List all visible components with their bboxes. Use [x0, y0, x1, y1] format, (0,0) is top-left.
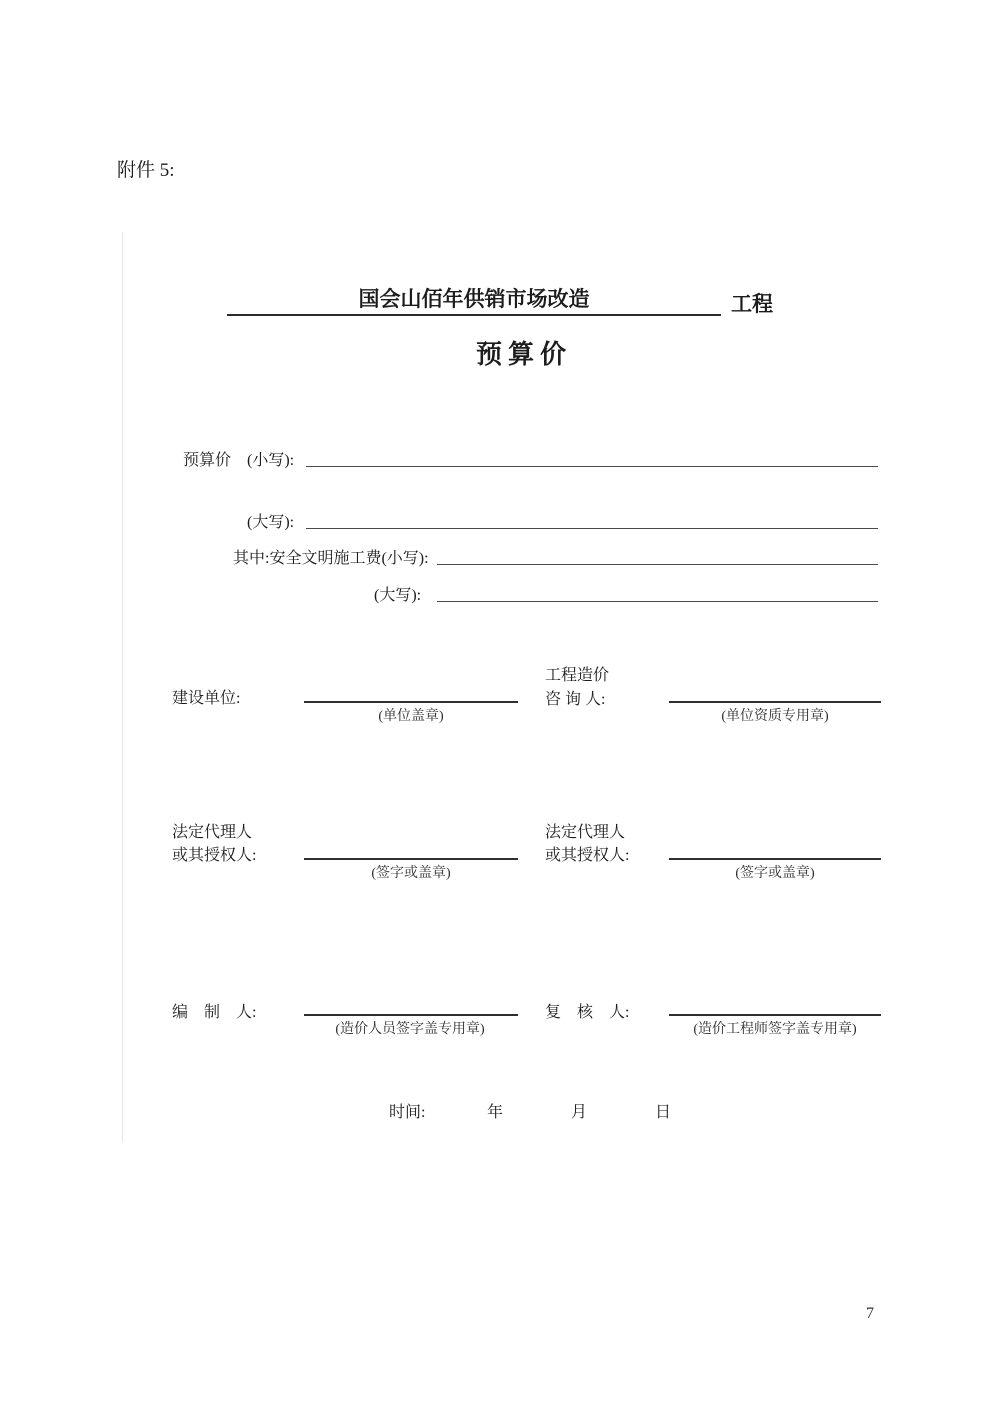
- legal-rep-left-label-line1: 法定代理人: [172, 824, 253, 841]
- legal-rep-right-note: (签字或盖章): [735, 866, 815, 881]
- preparer-label: 编 制 人:: [172, 1004, 257, 1021]
- date-placeholder: 年 月 日: [487, 1104, 698, 1121]
- time-label: 时间:: [389, 1104, 426, 1121]
- construction-unit-signature-line: [304, 684, 518, 703]
- reviewer-note: (造价工程师签字盖专用章): [693, 1022, 857, 1037]
- field-label-safety-fee-lowercase: 其中:安全文明施工费(小写):: [233, 550, 429, 567]
- attachment-label: 附件 5:: [117, 160, 175, 181]
- legal-rep-right-signature-line: [669, 841, 881, 860]
- cost-consultant-label-line1: 工程造价: [545, 667, 610, 684]
- cost-consultant-note: (单位资质专用章): [721, 709, 829, 724]
- reviewer-signature-line: [669, 997, 881, 1016]
- preparer-note: (造价人员签字盖专用章): [335, 1022, 485, 1037]
- doc-title: 预算价: [475, 340, 572, 369]
- legal-rep-left-label-line2: 或其授权人:: [172, 847, 257, 864]
- fill-line-safety-fee-lowercase: [437, 547, 878, 565]
- preparer-signature-line: [304, 997, 518, 1016]
- field-label-safety-fee-uppercase: (大写):: [374, 587, 422, 604]
- project-name-underline: [227, 284, 721, 316]
- construction-unit-note: (单位盖章): [378, 709, 444, 724]
- page-number: 7: [866, 1305, 874, 1322]
- legal-rep-right-label-line2: 或其授权人:: [545, 847, 630, 864]
- fill-line-budget-lowercase: [306, 449, 878, 467]
- fill-line-budget-uppercase: [306, 511, 878, 529]
- reviewer-label: 复 核 人:: [545, 1004, 630, 1021]
- legal-rep-left-signature-line: [304, 841, 518, 860]
- project-name: 国会山佰年供销市场改造: [358, 287, 590, 311]
- title-suffix: 工程: [731, 292, 773, 316]
- cost-consultant-signature-line: [669, 684, 881, 703]
- construction-unit-label: 建设单位:: [172, 690, 241, 707]
- field-label-budget-lowercase: 预算价 (小写):: [183, 452, 295, 469]
- legal-rep-right-label-line1: 法定代理人: [545, 824, 626, 841]
- field-label-budget-uppercase: (大写):: [247, 514, 295, 531]
- fill-line-safety-fee-uppercase: [437, 584, 878, 602]
- legal-rep-left-note: (签字或盖章): [371, 866, 451, 881]
- cost-consultant-label-line2: 咨 询 人:: [545, 691, 606, 708]
